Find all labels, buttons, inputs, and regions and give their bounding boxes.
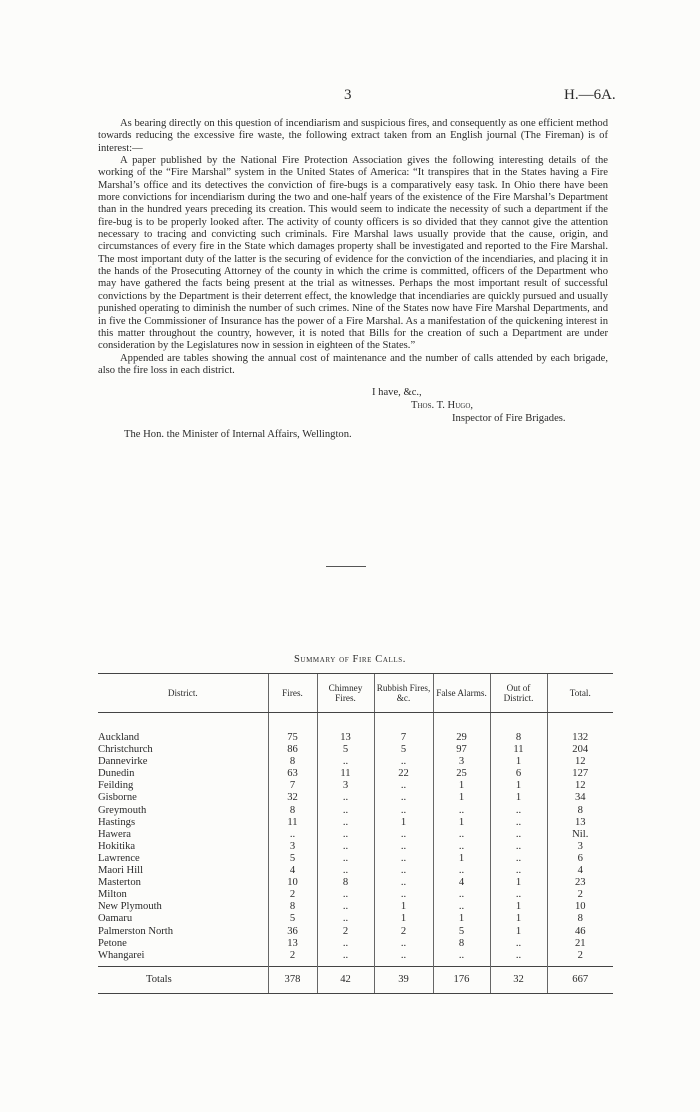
table-cell: 8 bbox=[268, 805, 317, 817]
column-header: District. bbox=[98, 674, 268, 713]
table-cell: .. bbox=[374, 865, 433, 877]
table-row bbox=[98, 901, 613, 913]
district-name bbox=[98, 889, 268, 901]
addressee: The Hon. the Minister of Internal Affairs, Wellington. bbox=[124, 429, 352, 440]
district-label: Masterton bbox=[98, 877, 141, 889]
district-name bbox=[98, 829, 268, 841]
table-cell: 4 bbox=[547, 865, 613, 877]
table-cell: 2 bbox=[268, 950, 317, 967]
table-cell: 23 bbox=[547, 877, 613, 889]
table-row bbox=[98, 829, 613, 841]
district-label: Gisborne bbox=[98, 792, 137, 804]
table-cell: .. bbox=[433, 805, 490, 817]
table-cell: .. bbox=[433, 865, 490, 877]
table-cell: 3 bbox=[547, 841, 613, 853]
table-row bbox=[98, 889, 613, 901]
table-cell: 204 bbox=[547, 744, 613, 756]
table-cell: 21 bbox=[547, 938, 613, 950]
table-cell: 1 bbox=[490, 926, 547, 938]
table-row bbox=[98, 913, 613, 925]
table-cell: .. bbox=[374, 853, 433, 865]
table-cell: 5 bbox=[268, 913, 317, 925]
table-cell: 46 bbox=[547, 926, 613, 938]
signature-title: Inspector of Fire Brigades. bbox=[452, 413, 566, 424]
table-cell: 86 bbox=[268, 744, 317, 756]
table-cell: 1 bbox=[490, 901, 547, 913]
district-label: Hastings bbox=[98, 816, 136, 828]
table-cell: .. bbox=[317, 901, 374, 913]
table-cell: .. bbox=[433, 841, 490, 853]
table-row bbox=[98, 792, 613, 804]
table-cell: .. bbox=[374, 805, 433, 817]
table-cell: 8 bbox=[433, 938, 490, 950]
table-cell: 1 bbox=[490, 756, 547, 768]
table-cell: 5 bbox=[268, 853, 317, 865]
table-cell: .. bbox=[433, 829, 490, 841]
table-cell: 75 bbox=[268, 732, 317, 744]
district-name bbox=[98, 841, 268, 853]
table-cell: 1 bbox=[490, 792, 547, 804]
table-cell: .. bbox=[490, 950, 547, 967]
table-cell: 36 bbox=[268, 926, 317, 938]
table-cell: .. bbox=[374, 792, 433, 804]
district-label: Hokitika bbox=[98, 840, 136, 852]
district-label: Feilding bbox=[98, 780, 134, 792]
table-cell: 1 bbox=[490, 913, 547, 925]
district-label: Dunedin bbox=[98, 768, 135, 780]
table-cell: .. bbox=[490, 853, 547, 865]
table-row bbox=[98, 841, 613, 853]
table-cell: 1 bbox=[433, 817, 490, 829]
table-cell: 5 bbox=[433, 926, 490, 938]
table-cell: 3 bbox=[317, 780, 374, 792]
table-cell: 13 bbox=[547, 817, 613, 829]
totals-cell: 39 bbox=[374, 966, 433, 993]
district-name bbox=[98, 780, 268, 792]
table-cell: .. bbox=[317, 938, 374, 950]
table-cell: 1 bbox=[374, 913, 433, 925]
district-name bbox=[98, 732, 268, 744]
totals-cell: 176 bbox=[433, 966, 490, 993]
district-label: Palmerston North bbox=[98, 925, 174, 937]
totals-cell: 42 bbox=[317, 966, 374, 993]
paragraph-appended: Appended are tables showing the annual cost of maintenance and the number of calls attended by each brigade, also the fire loss in each district. bbox=[98, 352, 608, 376]
district-name bbox=[98, 877, 268, 889]
table-cell: 3 bbox=[268, 841, 317, 853]
table-cell: .. bbox=[317, 829, 374, 841]
district-name bbox=[98, 853, 268, 865]
table-row bbox=[98, 926, 613, 938]
table-cell: 5 bbox=[317, 744, 374, 756]
signature-name: Thos. T. Hugo, bbox=[411, 400, 474, 411]
table-cell: 4 bbox=[268, 865, 317, 877]
district-label: Oamaru bbox=[98, 913, 133, 925]
table-cell: 2 bbox=[374, 926, 433, 938]
table-cell: 8 bbox=[547, 913, 613, 925]
table-cell: 8 bbox=[268, 756, 317, 768]
table-cell: .. bbox=[490, 805, 547, 817]
table-cell: 13 bbox=[317, 732, 374, 744]
table-cell: 10 bbox=[268, 877, 317, 889]
table-cell: 1 bbox=[433, 853, 490, 865]
column-header: Out of District. bbox=[490, 674, 547, 713]
paragraph-extract: A paper published by the National Fire Protection Association gives the following interesting details of the working of the “Fire Marshal” system in the United States of America: “It transpires that in the States having a Fire Marshal’s office and its detectives the conviction of fire-bugs is a comparatively easy task. In Ohio there have been more convictions for incendiarism during the two and one-half years of the existence of the Fire Marshal’s Department than in the hundred years preceding its creation. This would seem to indicate the necessity of such a department if the fire-bug is to be properly looked after. The activity of county officers is so divided that they cannot give the attention necessary to tracing and convicting such criminals. Fire Marshal laws usually provide that the cause, origin, and circumstances of every fire in the State which damages property shall be investigated and reported to the Fire Marshal. The most important duty of the latter is the securing of evidence for the conviction of the incendiaries, and placing it in the hands of the Prosecuting Attorney of the county in which the crime is committed, officers of the Department who may have gathered the facts being present at the trial as witnesses. Perhaps the most important result of successful convictions by the Department is their deterrent effect, the knowledge that incendiaries are quickly pursued and usually punished operating to diminish the number of such crimes. Nine of the States now have Fire Marshal Departments, and in five the Commissioner of Insurance has the power of a Fire Marshal. As a manifestation of the quickening interest in this matter throughout the country, however, it is noted that Bills for the creation of such a Department are under consideration by the Legislatures now in session in eighteen of the States.” bbox=[98, 155, 608, 352]
district-label: New Plymouth bbox=[98, 901, 162, 913]
table-cell: 25 bbox=[433, 768, 490, 780]
table-cell: 7 bbox=[268, 780, 317, 792]
table-cell: 7 bbox=[374, 732, 433, 744]
table-cell: 1 bbox=[374, 817, 433, 829]
table-cell: .. bbox=[490, 889, 547, 901]
table-cell: .. bbox=[490, 841, 547, 853]
table-cell: .. bbox=[433, 889, 490, 901]
table-cell: .. bbox=[317, 865, 374, 877]
table-cell: .. bbox=[317, 913, 374, 925]
district-name bbox=[98, 805, 268, 817]
totals-row bbox=[98, 966, 613, 993]
table-cell: 1 bbox=[433, 792, 490, 804]
table-cell: 5 bbox=[374, 744, 433, 756]
district-name bbox=[98, 926, 268, 938]
page-number: 3 bbox=[344, 87, 352, 103]
district-label: Milton bbox=[98, 889, 127, 901]
table-cell: 34 bbox=[547, 792, 613, 804]
table-row bbox=[98, 817, 613, 829]
table-cell: .. bbox=[317, 805, 374, 817]
table-cell: .. bbox=[317, 889, 374, 901]
table-cell: 8 bbox=[490, 732, 547, 744]
table-cell: .. bbox=[317, 756, 374, 768]
table-cell: .. bbox=[490, 865, 547, 877]
district-label: Christchurch bbox=[98, 744, 153, 756]
district-name bbox=[98, 768, 268, 780]
table-cell: .. bbox=[433, 950, 490, 967]
table-cell: .. bbox=[317, 853, 374, 865]
table-row bbox=[98, 732, 613, 744]
table-cell: 22 bbox=[374, 768, 433, 780]
table-cell: 2 bbox=[547, 950, 613, 967]
table-cell: 1 bbox=[490, 877, 547, 889]
table-cell: 1 bbox=[433, 780, 490, 792]
table-cell: .. bbox=[268, 829, 317, 841]
table-row bbox=[98, 950, 613, 967]
paragraph-intro: As bearing directly on this question of incendiarism and suspicious fires, and consequently as one efficient method towards reducing the excessive fire waste, the following extract taken from an English journal (The Fireman) is of interest:— bbox=[98, 118, 608, 154]
table-cell: .. bbox=[374, 829, 433, 841]
table-row bbox=[98, 780, 613, 792]
totals-cell: 378 bbox=[268, 966, 317, 993]
table-cell: .. bbox=[374, 841, 433, 853]
table-cell: 10 bbox=[547, 901, 613, 913]
table-cell: 2 bbox=[317, 926, 374, 938]
table-cell: .. bbox=[317, 950, 374, 967]
district-label: Greymouth bbox=[98, 804, 147, 816]
table-cell: 32 bbox=[268, 792, 317, 804]
table-cell: .. bbox=[490, 817, 547, 829]
fire-calls-table bbox=[98, 673, 613, 994]
table-cell: 132 bbox=[547, 732, 613, 744]
table-cell: 6 bbox=[547, 853, 613, 865]
table-cell: .. bbox=[433, 901, 490, 913]
table-cell: 97 bbox=[433, 744, 490, 756]
table-cell: 2 bbox=[268, 889, 317, 901]
table-cell: 1 bbox=[374, 901, 433, 913]
table-row bbox=[98, 744, 613, 756]
district-name bbox=[98, 913, 268, 925]
table-cell: 127 bbox=[547, 768, 613, 780]
district-name bbox=[98, 817, 268, 829]
district-label: Lawrence bbox=[98, 852, 140, 864]
table-cell: 3 bbox=[433, 756, 490, 768]
table-cell: .. bbox=[374, 756, 433, 768]
column-header: Rubbish Fires, &c. bbox=[374, 674, 433, 713]
totals-cell: 667 bbox=[547, 966, 613, 993]
district-name bbox=[98, 938, 268, 950]
table-cell: 11 bbox=[317, 768, 374, 780]
table-cell: .. bbox=[490, 829, 547, 841]
table-cell: .. bbox=[374, 780, 433, 792]
table-row bbox=[98, 853, 613, 865]
table-cell: Nil. bbox=[547, 829, 613, 841]
district-name bbox=[98, 865, 268, 877]
table-row bbox=[98, 768, 613, 780]
table-cell: .. bbox=[374, 950, 433, 967]
column-header: Chimney Fires. bbox=[317, 674, 374, 713]
column-header: False Alarms. bbox=[433, 674, 490, 713]
table-cell: 4 bbox=[433, 877, 490, 889]
table-caption: Summary of Fire Calls. bbox=[293, 654, 406, 665]
district-label: Maori Hill bbox=[98, 865, 144, 877]
table-row bbox=[98, 877, 613, 889]
section-divider bbox=[326, 566, 366, 567]
district-label: Dannevirke bbox=[98, 756, 148, 768]
district-label: Auckland bbox=[98, 732, 140, 743]
signature-closing: I have, &c., bbox=[372, 387, 422, 398]
table-cell: 2 bbox=[547, 889, 613, 901]
table-cell: 63 bbox=[268, 768, 317, 780]
district-label: Hawera bbox=[98, 828, 131, 840]
table-cell: 11 bbox=[268, 817, 317, 829]
table-cell: 6 bbox=[490, 768, 547, 780]
table-cell: 12 bbox=[547, 756, 613, 768]
district-name bbox=[98, 901, 268, 913]
district-label: Petone bbox=[98, 937, 127, 949]
column-header: Total. bbox=[547, 674, 613, 713]
table-cell: 29 bbox=[433, 732, 490, 744]
totals-cell: 32 bbox=[490, 966, 547, 993]
table-cell: .. bbox=[374, 877, 433, 889]
column-header: Fires. bbox=[268, 674, 317, 713]
district-label: Whangarei bbox=[98, 949, 145, 961]
table-cell: 13 bbox=[268, 938, 317, 950]
table-header-row bbox=[98, 674, 613, 713]
district-name bbox=[98, 744, 268, 756]
district-name bbox=[98, 950, 268, 967]
table-row bbox=[98, 938, 613, 950]
table-cell: .. bbox=[317, 841, 374, 853]
table-cell: 1 bbox=[433, 913, 490, 925]
page-reference: H.—6A. bbox=[564, 87, 616, 103]
district-name bbox=[98, 792, 268, 804]
totals-label bbox=[98, 966, 268, 993]
table-cell: 8 bbox=[268, 901, 317, 913]
district-name bbox=[98, 756, 268, 768]
table-cell: .. bbox=[374, 938, 433, 950]
table-cell: 12 bbox=[547, 780, 613, 792]
table-cell: .. bbox=[317, 792, 374, 804]
table-row bbox=[98, 756, 613, 768]
table-cell: 1 bbox=[490, 780, 547, 792]
table-cell: 8 bbox=[317, 877, 374, 889]
table-cell: .. bbox=[374, 889, 433, 901]
table-cell: 8 bbox=[547, 805, 613, 817]
table-row bbox=[98, 805, 613, 817]
report-body bbox=[98, 118, 608, 377]
table-cell: .. bbox=[317, 817, 374, 829]
table-cell: .. bbox=[490, 938, 547, 950]
table-row bbox=[98, 865, 613, 877]
table-cell: 11 bbox=[490, 744, 547, 756]
totals-label-text: Totals bbox=[146, 973, 172, 985]
